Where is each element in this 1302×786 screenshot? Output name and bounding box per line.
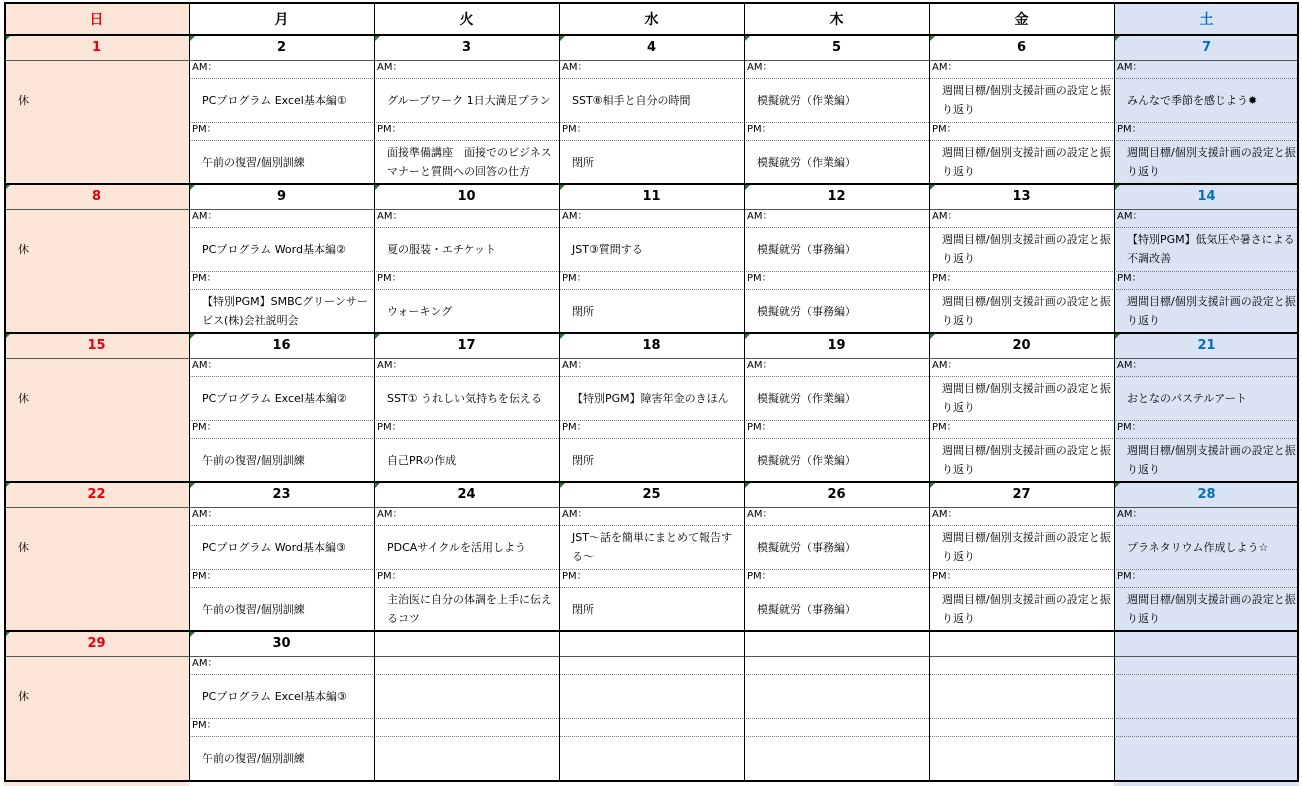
pm-label: PM： <box>747 124 772 135</box>
am-program-cell[interactable]: おとなのパステルアート <box>1127 391 1247 405</box>
pm-program-cell[interactable]: 週間目標/個別支援計画の設定と振り返り <box>1127 593 1296 625</box>
am-program-cell[interactable]: 週間目標/個別支援計画の設定と振り返り <box>942 382 1111 414</box>
date-cell[interactable]: 6 <box>1016 40 1027 55</box>
monthly-calendar <box>4 2 1299 786</box>
am-program-cell[interactable]: SST⑧相手と自分の時間 <box>572 93 691 107</box>
pm-program-cell[interactable]: 模擬就労（事務編） <box>757 602 856 616</box>
date-cell[interactable] <box>374 631 559 656</box>
date-cell[interactable]: 16 <box>272 338 291 353</box>
am-label: AM： <box>377 360 403 371</box>
column-separator <box>929 2 930 782</box>
am-program-cell[interactable]: 【特別PGM】障害年金のきほん <box>572 391 729 405</box>
column-separator <box>1297 2 1299 782</box>
am-label: AM： <box>192 62 218 73</box>
date-cell[interactable]: 25 <box>642 487 661 502</box>
closed-day-label: 休 <box>18 392 29 405</box>
date-cell[interactable]: 15 <box>87 338 106 353</box>
date-cell[interactable]: 13 <box>1012 189 1031 204</box>
am-label: AM： <box>562 509 588 520</box>
weekday-header-sat: 土 <box>1199 11 1214 28</box>
column-separator <box>1114 2 1115 782</box>
am-program-cell[interactable]: 模擬就労（事務編） <box>757 540 856 554</box>
pm-program-cell[interactable]: 週間目標/個別支援計画の設定と振り返り <box>942 593 1111 625</box>
column-separator <box>744 2 745 782</box>
date-cell[interactable] <box>929 631 1114 656</box>
am-label: AM： <box>747 509 773 520</box>
column-separator <box>559 2 560 782</box>
header-bottom-border <box>4 34 1299 36</box>
week-separator <box>4 630 1299 632</box>
date-cell[interactable]: 8 <box>91 189 102 204</box>
pm-label: PM： <box>1117 571 1142 582</box>
am-program-cell[interactable]: みんなで季節を感じよう✹ <box>1127 93 1258 107</box>
am-program-cell[interactable]: PCプログラム Word基本編③ <box>202 540 346 554</box>
am-program-cell[interactable]: 週間目標/個別支援計画の設定と振り返り <box>942 531 1111 563</box>
am-label: AM： <box>377 509 403 520</box>
pm-program-cell[interactable]: 閉所 <box>572 453 594 467</box>
am-program-cell[interactable]: プラネタリウム作成しよう☆ <box>1127 540 1269 554</box>
am-program-cell[interactable]: 【特別PGM】低気圧や暑さによる不調改善 <box>1127 233 1295 265</box>
pm-label: PM： <box>747 273 772 284</box>
closed-day-label: 休 <box>18 690 29 703</box>
cell-comment-marker <box>190 185 195 190</box>
am-program-cell[interactable]: PCプログラム Excel基本編③ <box>202 689 347 703</box>
date-cell[interactable]: 29 <box>87 636 106 651</box>
am-program-cell[interactable]: 週間目標/個別支援計画の設定と振り返り <box>942 84 1111 116</box>
pm-label: PM： <box>192 720 217 731</box>
am-label: AM： <box>192 211 218 222</box>
am-label: AM： <box>1117 211 1143 222</box>
pm-label: PM： <box>377 571 402 582</box>
pm-label: PM： <box>377 273 402 284</box>
pm-program-cell[interactable]: 閉所 <box>572 602 594 616</box>
date-cell[interactable]: 17 <box>457 338 476 353</box>
date-row-border <box>4 60 1299 61</box>
week-separator <box>4 183 1299 185</box>
column-separator <box>4 2 6 782</box>
cell-comment-marker <box>1115 334 1120 339</box>
cell-comment-marker <box>375 334 380 339</box>
date-cell[interactable]: 21 <box>1197 338 1216 353</box>
column-separator <box>189 2 190 782</box>
am-program-cell[interactable]: PCプログラム Excel基本編① <box>202 93 347 107</box>
date-cell[interactable]: 3 <box>461 40 472 55</box>
pm-program-cell[interactable]: 閉所 <box>572 304 594 318</box>
date-cell[interactable]: 28 <box>1197 487 1216 502</box>
cell-comment-marker <box>930 334 935 339</box>
date-cell[interactable]: 18 <box>642 338 661 353</box>
week-separator <box>4 332 1299 334</box>
date-cell[interactable]: 5 <box>831 40 842 55</box>
cell-comment-marker <box>375 483 380 488</box>
am-label: AM： <box>377 211 403 222</box>
cell-comment-marker <box>560 334 565 339</box>
weekday-header-fri: 金 <box>1014 11 1029 28</box>
cell-comment-marker <box>560 483 565 488</box>
am-program-cell[interactable]: PDCAサイクルを活用しよう <box>387 540 526 554</box>
week-separator <box>4 481 1299 483</box>
am-label: AM： <box>562 62 588 73</box>
pm-label: PM： <box>562 273 587 284</box>
cell-comment-marker <box>190 36 195 41</box>
am-label: AM： <box>1117 360 1143 371</box>
pm-program-cell[interactable]: 週間目標/個別支援計画の設定と振り返り <box>1127 146 1296 178</box>
date-cell[interactable]: 7 <box>1201 40 1212 55</box>
cell-comment-marker <box>930 36 935 41</box>
pm-label: PM： <box>1117 422 1142 433</box>
date-row-border <box>4 209 1299 210</box>
pm-program-cell[interactable]: 面接準備講座 面接でのビジネスマナーと質問への回答の仕方 <box>387 146 552 178</box>
pm-program-cell[interactable]: 午前の復習/個別訓練 <box>202 602 305 616</box>
closed-day-label: 休 <box>18 541 29 554</box>
date-cell[interactable] <box>744 631 929 656</box>
date-cell[interactable]: 11 <box>642 189 661 204</box>
pm-label: PM： <box>377 422 402 433</box>
am-label: AM： <box>932 360 958 371</box>
pm-label: PM： <box>932 124 957 135</box>
am-label: AM： <box>747 211 773 222</box>
cell-comment-marker <box>375 36 380 41</box>
pm-program-cell[interactable]: 週間目標/個別支援計画の設定と振り返り <box>942 444 1111 476</box>
cell-comment-marker <box>190 483 195 488</box>
date-row-border <box>4 358 1299 359</box>
cell-comment-marker <box>930 483 935 488</box>
date-row-border <box>4 656 1299 657</box>
date-row-border <box>4 507 1299 508</box>
pm-label: PM： <box>562 422 587 433</box>
pm-label: PM： <box>747 571 772 582</box>
pm-label: PM： <box>192 273 217 284</box>
date-cell[interactable]: 12 <box>827 189 846 204</box>
pm-label: PM： <box>747 422 772 433</box>
pm-program-cell[interactable]: ウォーキング <box>387 304 453 318</box>
am-label: AM： <box>932 62 958 73</box>
date-cell[interactable]: 23 <box>272 487 291 502</box>
cell-comment-marker <box>745 334 750 339</box>
am-program-cell[interactable]: 模擬就労（作業編） <box>757 391 856 405</box>
cell-comment-marker <box>190 334 195 339</box>
pm-label: PM： <box>192 422 217 433</box>
pm-program-cell[interactable]: 週間目標/個別支援計画の設定と振り返り <box>942 146 1111 178</box>
pm-program-cell[interactable]: 週間目標/個別支援計画の設定と振り返り <box>942 295 1111 327</box>
am-label: AM： <box>562 211 588 222</box>
cell-comment-marker <box>745 483 750 488</box>
grid-bottom-border <box>4 780 1299 782</box>
pm-label: PM： <box>192 124 217 135</box>
pm-program-cell[interactable]: 午前の復習/個別訓練 <box>202 453 305 467</box>
date-cell[interactable]: 27 <box>1012 487 1031 502</box>
weekday-header-sun: 日 <box>89 11 104 28</box>
date-cell[interactable]: 10 <box>457 189 476 204</box>
date-cell[interactable]: 26 <box>827 487 846 502</box>
pm-program-cell[interactable]: 週間目標/個別支援計画の設定と振り返り <box>1127 295 1296 327</box>
pm-program-cell[interactable]: 午前の復習/個別訓練 <box>202 155 305 169</box>
am-label: AM： <box>192 658 218 669</box>
date-cell[interactable]: 24 <box>457 487 476 502</box>
am-label: AM： <box>377 62 403 73</box>
am-program-cell[interactable]: 週間目標/個別支援計画の設定と振り返り <box>942 233 1111 265</box>
cell-comment-marker <box>375 185 380 190</box>
am-program-cell[interactable]: SST① うれしい気持ちを伝える <box>387 391 543 405</box>
pm-program-cell[interactable]: 主治医に自分の体調を上手に伝えるコツ <box>387 593 552 625</box>
am-program-cell[interactable]: JST③質問する <box>572 242 643 256</box>
am-label: AM： <box>932 211 958 222</box>
am-program-cell[interactable]: 模擬就労（事務編） <box>757 242 856 256</box>
date-cell[interactable]: 19 <box>827 338 846 353</box>
date-cell[interactable]: 22 <box>87 487 106 502</box>
pm-program-cell[interactable]: 午前の復習/個別訓練 <box>202 751 305 765</box>
column-separator <box>374 2 375 782</box>
am-label: AM： <box>932 509 958 520</box>
pm-label: PM： <box>932 273 957 284</box>
am-program-cell[interactable]: グループワーク 1日大満足プラン <box>387 93 551 107</box>
am-program-cell[interactable]: 模擬就労（作業編） <box>757 93 856 107</box>
pm-label: PM： <box>562 571 587 582</box>
am-label: AM： <box>1117 62 1143 73</box>
pm-label: PM： <box>932 422 957 433</box>
pm-program-cell[interactable]: 模擬就労（作業編） <box>757 453 856 467</box>
date-cell[interactable]: 30 <box>272 636 291 651</box>
date-cell[interactable] <box>1114 631 1299 656</box>
pm-program-cell[interactable]: 自己PRの作成 <box>387 453 457 467</box>
date-cell[interactable]: 20 <box>1012 338 1031 353</box>
weekday-header-mon: 月 <box>274 11 289 28</box>
pm-program-cell[interactable]: 【特別PGM】SMBCグリーンサービス(株)会社説明会 <box>202 295 368 327</box>
am-label: AM： <box>192 360 218 371</box>
am-program-cell[interactable]: JST～話を簡単にまとめて報告する～ <box>572 531 732 563</box>
am-program-cell[interactable]: 夏の服装・エチケット <box>387 242 497 256</box>
pm-label: PM： <box>1117 273 1142 284</box>
am-label: AM： <box>562 360 588 371</box>
date-cell[interactable]: 1 <box>91 40 102 55</box>
weekday-header-tue: 火 <box>459 11 474 28</box>
am-program-cell[interactable]: PCプログラム Word基本編② <box>202 242 346 256</box>
pm-label: PM： <box>562 124 587 135</box>
closed-day-label: 休 <box>18 94 29 107</box>
date-cell[interactable]: 14 <box>1197 189 1216 204</box>
closed-day-label: 休 <box>18 243 29 256</box>
date-cell[interactable] <box>559 631 744 656</box>
am-program-cell[interactable]: PCプログラム Excel基本編② <box>202 391 347 405</box>
am-label: AM： <box>747 62 773 73</box>
cell-comment-marker <box>1115 483 1120 488</box>
pm-label: PM： <box>377 124 402 135</box>
pm-program-cell[interactable]: 閉所 <box>572 155 594 169</box>
cell-comment-marker <box>560 185 565 190</box>
cell-comment-marker <box>1115 185 1120 190</box>
date-cell[interactable]: 9 <box>276 189 287 204</box>
pm-program-cell[interactable]: 模擬就労（作業編） <box>757 155 856 169</box>
pm-program-cell[interactable]: 模擬就労（事務編） <box>757 304 856 318</box>
date-cell[interactable]: 2 <box>276 40 287 55</box>
pm-label: PM： <box>192 571 217 582</box>
am-label: AM： <box>192 509 218 520</box>
pm-program-cell[interactable]: 週間目標/個別支援計画の設定と振り返り <box>1127 444 1296 476</box>
cell-comment-marker <box>745 185 750 190</box>
cell-comment-marker <box>745 36 750 41</box>
pm-label: PM： <box>932 571 957 582</box>
weekday-header-thu: 木 <box>829 11 844 28</box>
cell-comment-marker <box>190 632 195 637</box>
cell-comment-marker <box>1115 36 1120 41</box>
grid-top-border <box>4 2 1299 4</box>
am-label: AM： <box>747 360 773 371</box>
cell-comment-marker <box>560 36 565 41</box>
weekday-header-wed: 水 <box>644 11 659 28</box>
am-label: AM： <box>1117 509 1143 520</box>
cell-comment-marker <box>930 185 935 190</box>
pm-label: PM： <box>1117 124 1142 135</box>
date-cell[interactable]: 4 <box>646 40 657 55</box>
